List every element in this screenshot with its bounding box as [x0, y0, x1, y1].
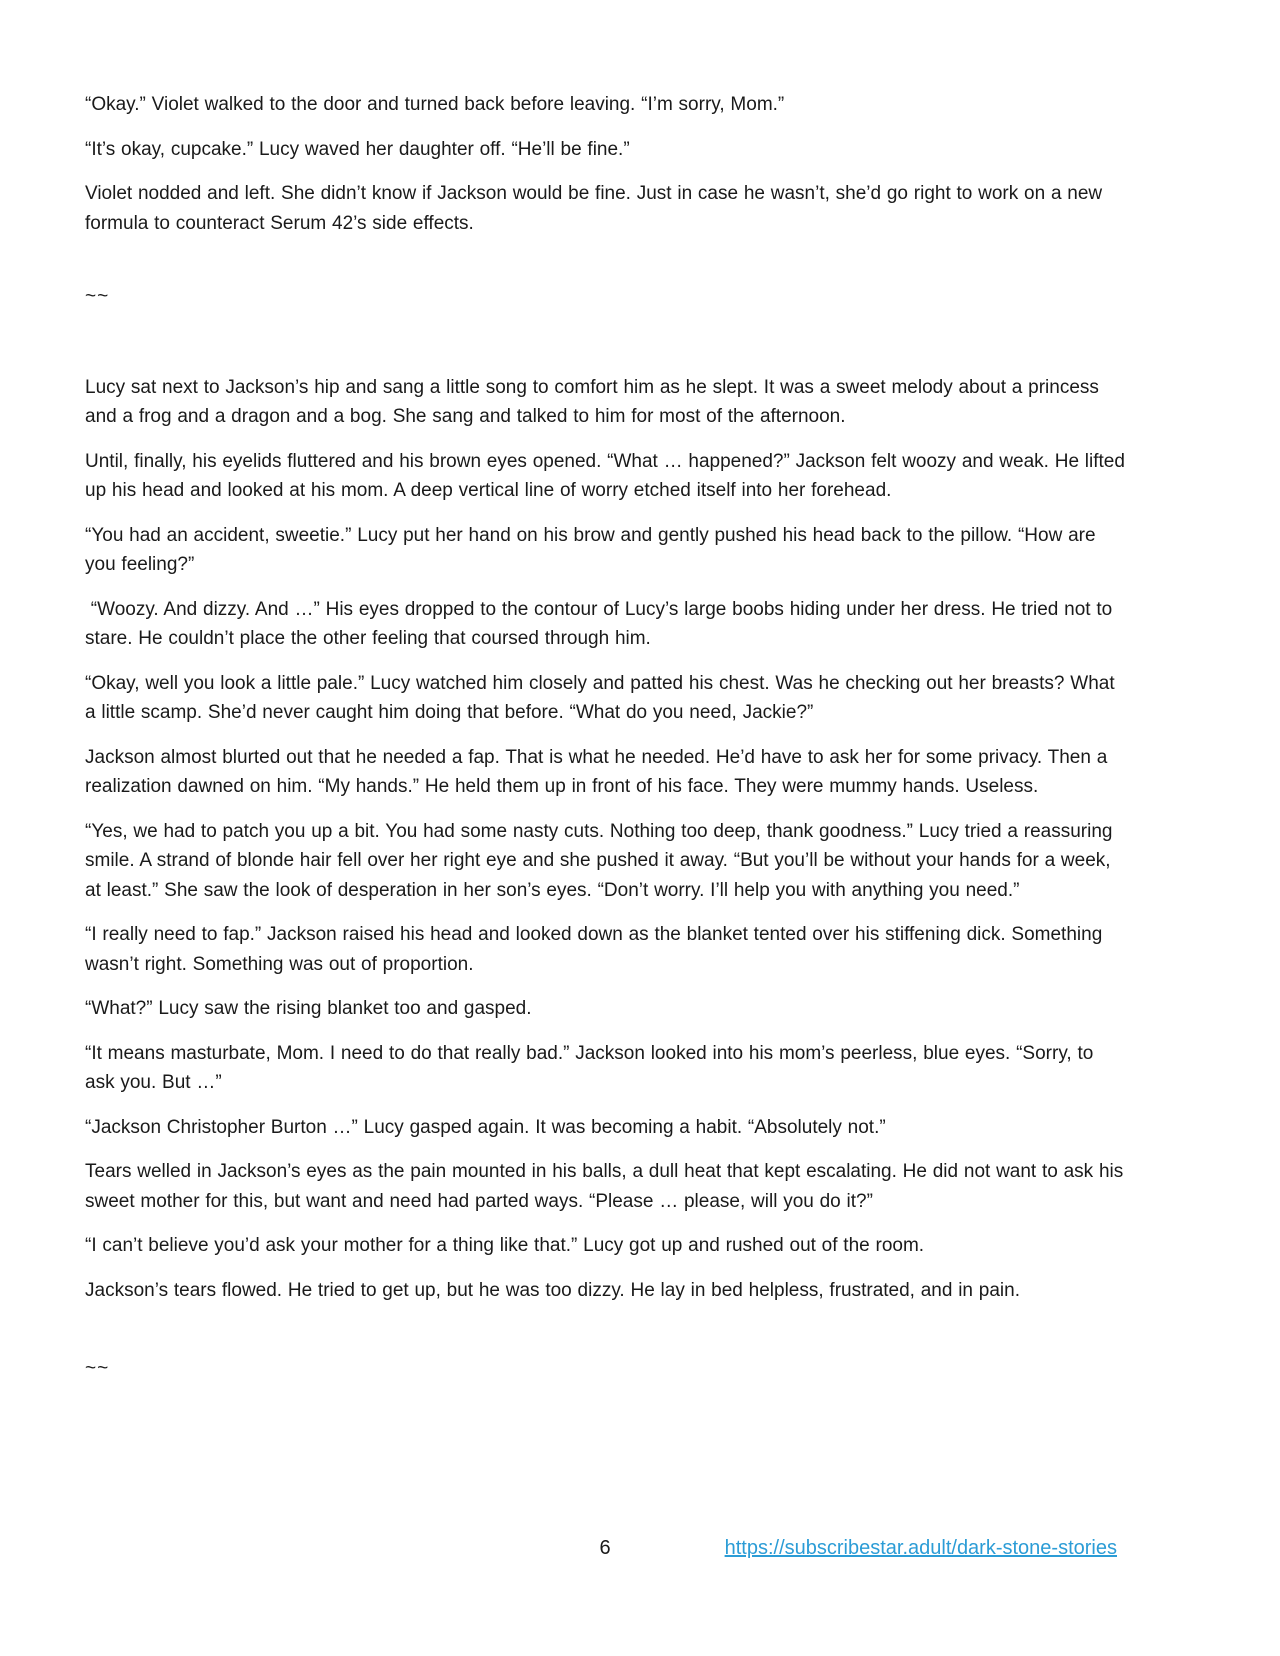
scene-separator: ~~ — [85, 286, 110, 307]
page-number: 6 — [599, 1537, 611, 1559]
story-paragraph: “Woozy. And dizzy. And …” His eyes dropped to the contour of Lucy’s large boobs hiding under her dress. He tried not to stare. He couldn’t place the other feeling that coursed through him. — [85, 598, 1118, 649]
subscribestar-link[interactable]: https://subscribestar.adult/dark-stone-stories — [724, 1537, 1117, 1559]
story-paragraph: “It’s okay, cupcake.” Lucy waved her daughter off. “He’ll be fine.” — [85, 138, 630, 160]
footer-spacer-right — [611, 1533, 1125, 1563]
story-paragraph: Jackson’s tears flowed. He tried to get up, but he was too dizzy. He lay in bed helpless, frustrated, and in pain. — [85, 1279, 1020, 1301]
scene-separator: ~~ — [85, 1358, 110, 1379]
story-paragraph: “Okay.” Violet walked to the door and turned back before leaving. “I’m sorry, Mom.” — [85, 94, 785, 115]
story-paragraph: Violet nodded and left. She didn’t know if Jackson would be fine. Just in case he wasn’t, she’d go right to work on a new formula to counteract Serum 42’s side effects. — [85, 183, 1108, 234]
story-paragraph: Tears welled in Jackson’s eyes as the pain mounted in his balls, a dull heat that kept escalating. He did not want to ask his sweet mother for this, but want and need had parted ways. “Please … please, will you do it?” — [85, 1161, 1130, 1212]
story-paragraph: Jackson almost blurted out that he needed a fap. That is what he needed. He’d have to ask her for some privacy. Then a realization dawned on him. “My hands.” He held them up in front of his face. They were mummy hands. Useless. — [85, 746, 1114, 797]
story-paragraph: “What?” Lucy saw the rising blanket too and gasped. — [85, 998, 532, 1019]
document-body — [85, 0, 1131, 1384]
story-paragraph: “It means masturbate, Mom. I need to do that really bad.” Jackson looked into his mom’s peerless, blue eyes. “Sorry, to ask you. But …” — [85, 1042, 1100, 1093]
story-paragraph: “Jackson Christopher Burton …” Lucy gasped again. It was becoming a habit. “Absolutely not.” — [85, 1116, 886, 1138]
page-footer — [85, 1533, 1125, 1563]
story-paragraph: Until, finally, his eyelids fluttered and his brown eyes opened. “What … happened?” Jackson felt woozy and weak. He lifted up his head and looked at his mom. A deep vertical line of worry etched itself into her forehead. — [85, 450, 1131, 501]
story-paragraph: Lucy sat next to Jackson’s hip and sang a little song to comfort him as he slept. It was a sweet melody about a princess and a frog and a dragon and a bog. She sang and talked to him for most of the afternoon. — [85, 376, 1105, 427]
story-paragraph: “I can’t believe you’d ask your mother for a thing like that.” Lucy got up and rushed out of the room. — [85, 1235, 925, 1256]
story-paragraph: “Okay, well you look a little pale.” Lucy watched him closely and patted his chest. Was he checking out her breasts? What a little scamp. She’d never caught him doing that before. “What do you need, Jackie?” — [85, 672, 1121, 723]
story-paragraph: “Yes, we had to patch you up a bit. You had some nasty cuts. Nothing too deep, thank goodness.” Lucy tried a reassuring smile. A strand of blonde hair fell over her right eye and she pushed it away. “But you’ll be without your hands for a week, at least.” She saw the look of desperation in her son’s eyes. “Don’t worry. I’ll help you with anything you need.” — [85, 820, 1119, 901]
story-paragraph: “I really need to fap.” Jackson raised his head and looked down as the blanket tented over his stiffening dick. Something wasn’t right. Something was out of proportion. — [85, 924, 1109, 975]
story-paragraph: “You had an accident, sweetie.” Lucy put her hand on his brow and gently pushed his head back to the pillow. “How are you feeling?” — [85, 524, 1102, 575]
